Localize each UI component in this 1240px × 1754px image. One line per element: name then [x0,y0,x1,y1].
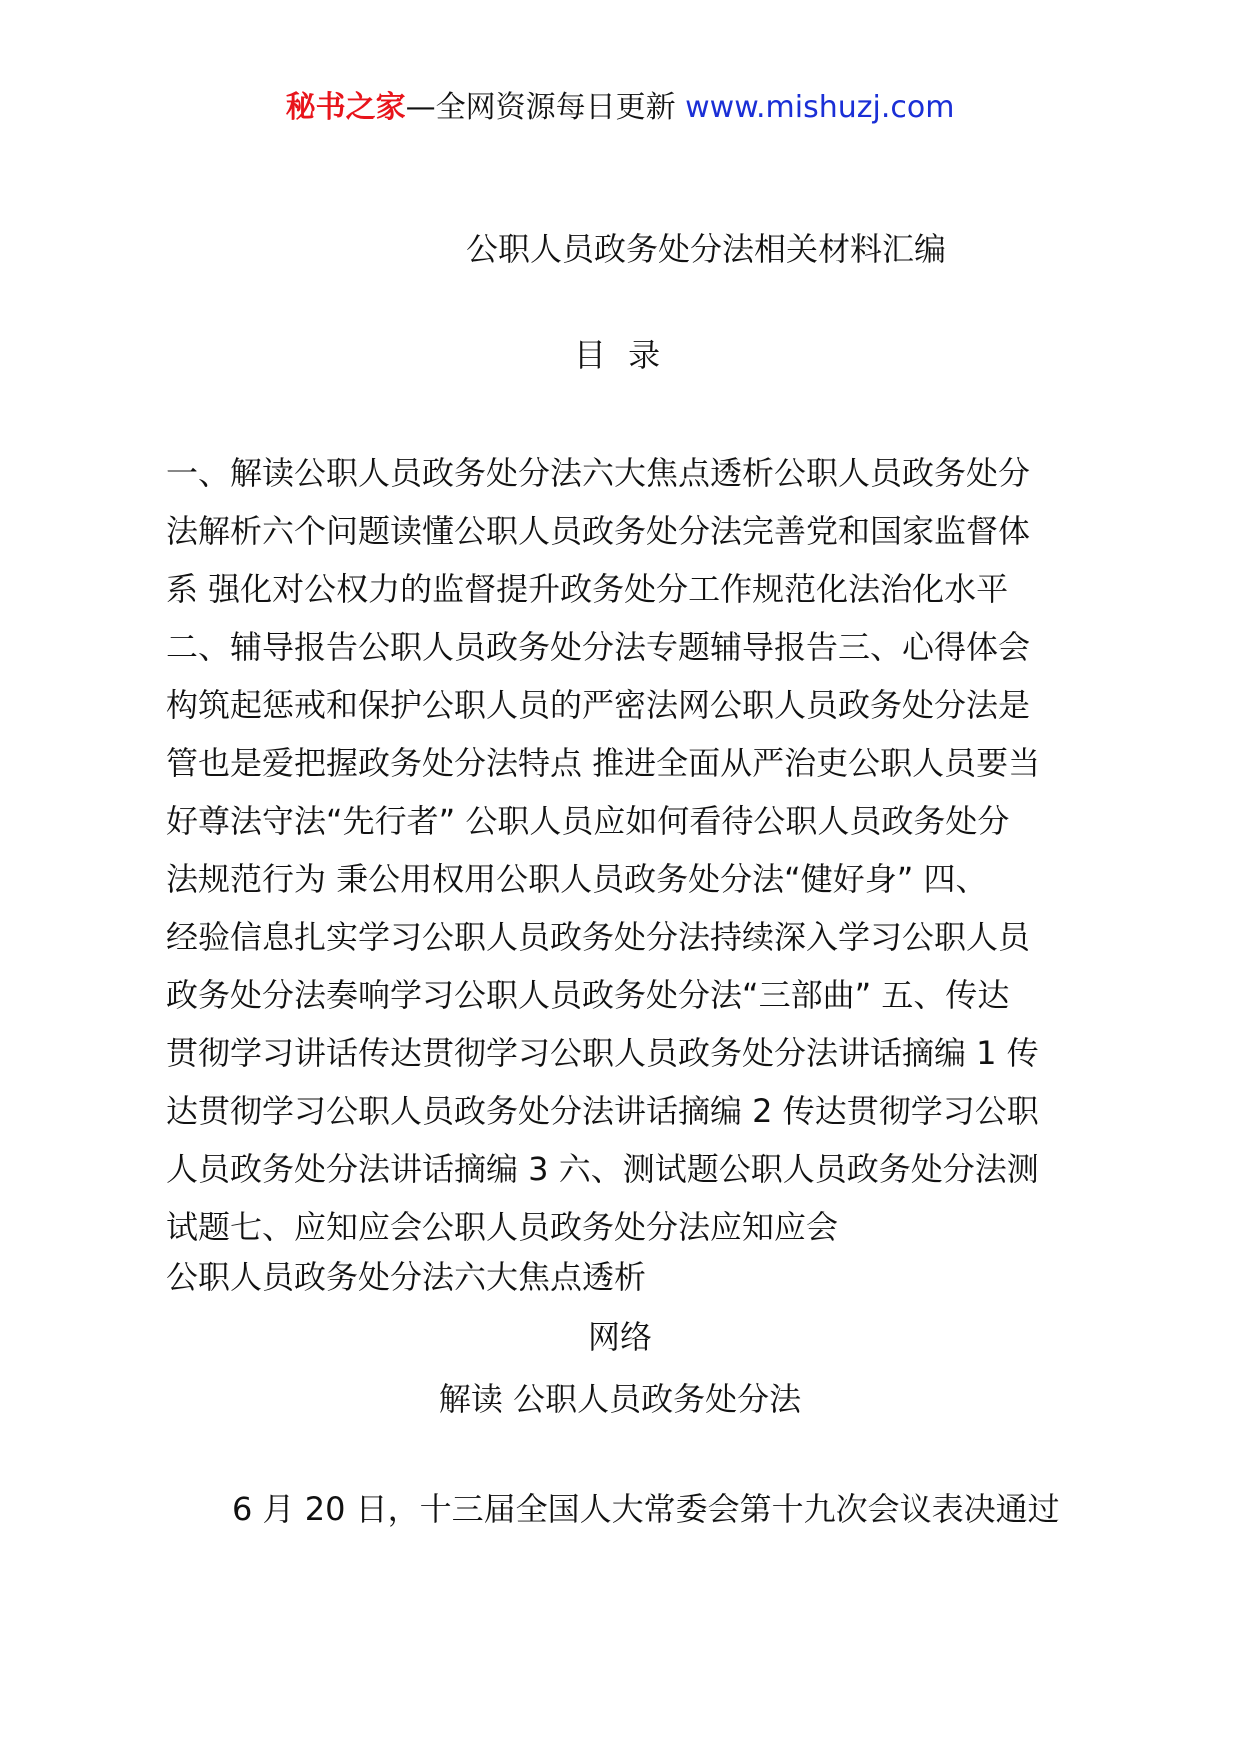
site-tagline: —全网资源每日更新 [405,90,676,125]
toc-line: 一、解读公职人员政务处分法六大焦点透析公职人员政务处分 [166,454,1031,492]
section-title: 公职人员政务处分法六大焦点透析 [166,1258,647,1296]
toc-line: 人员政务处分法讲话摘编 3 六、测试题公职人员政务处分法测 [166,1150,1039,1188]
toc-line: 管也是爱把握政务处分法特点 推进全面从严治吏公职人员要当 [166,744,1041,782]
article-subtitle: 解读 公职人员政务处分法 [438,1380,802,1418]
toc-line: 达贯彻学习公职人员政务处分法讲话摘编 2 传达贯彻学习公职 [166,1092,1039,1130]
toc-line: 好尊法守法“先行者” 公职人员应如何看待公职人员政务处分 [166,802,1010,840]
site-header [0,88,1240,128]
article-source: 网络 [587,1318,652,1356]
body-paragraph: 6 月 20 日，十三届全国人大常委会第十九次会议表决通过 [232,1490,1060,1528]
toc-line: 经验信息扎实学习公职人员政务处分法持续深入学习公职人员 [166,918,1031,956]
toc-line: 贯彻学习讲话传达贯彻学习公职人员政务处分法讲话摘编 1 传 [166,1034,1039,1072]
toc-line: 试题七、应知应会公职人员政务处分法应知应会 [166,1208,839,1246]
toc-heading: 目 录 [573,336,667,374]
toc-line: 政务处分法奏响学习公职人员政务处分法“三部曲” 五、传达 [166,976,1010,1014]
toc-line: 构筑起惩戒和保护公职人员的严密法网公职人员政务处分法是 [166,686,1031,724]
document-title: 公职人员政务处分法相关材料汇编 [466,230,947,268]
toc-line: 法规范行为 秉公用权用公职人员政务处分法“健好身” 四、 [166,860,988,898]
toc-line: 二、辅导报告公职人员政务处分法专题辅导报告三、心得体会 [166,628,1031,666]
site-brand: 秘书之家 [285,90,406,125]
table-of-contents [166,444,1078,1256]
site-url-link[interactable]: www.mishuzj.com [685,90,955,125]
toc-line: 系 强化对公权力的监督提升政务处分工作规范化法治化水平 [166,570,1009,608]
toc-line: 法解析六个问题读懂公职人员政务处分法完善党和国家监督体 [166,512,1031,550]
